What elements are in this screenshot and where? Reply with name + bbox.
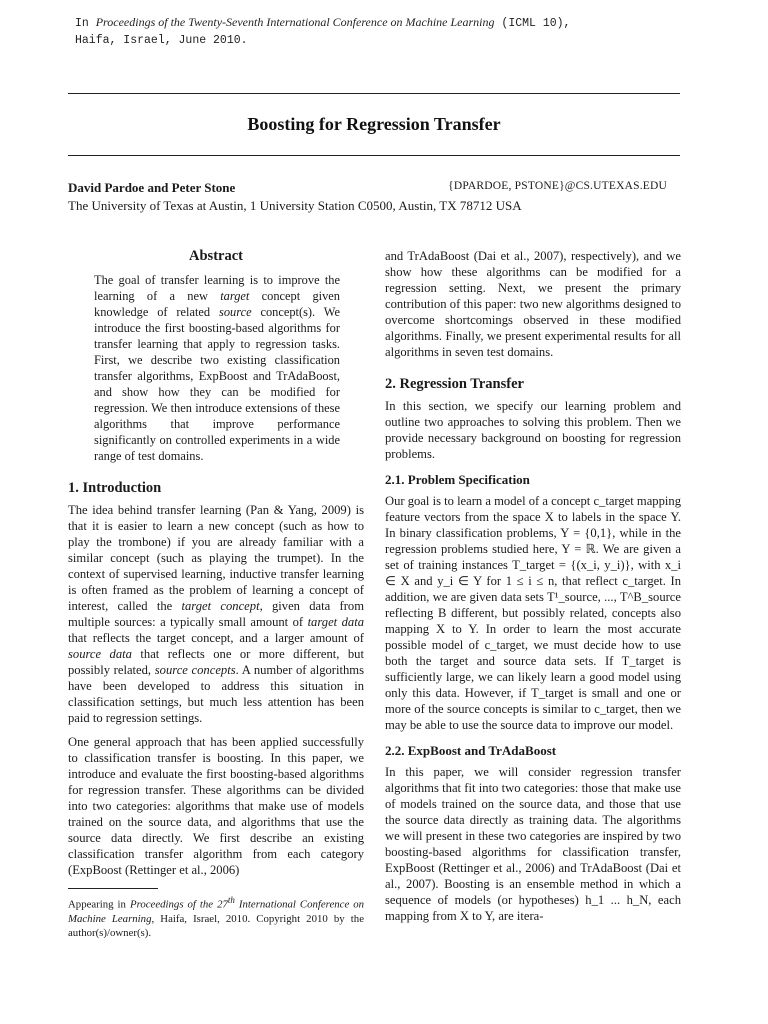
abstract-text-b: concept given knowledge of related (94, 289, 340, 319)
citation-line2: Haifa, Israel, June 2010. (75, 34, 248, 47)
title-rule-bottom (68, 155, 680, 156)
intro-p1-d: that reflects one or more different, but possibly related, (68, 647, 364, 677)
venue-citation (75, 14, 715, 49)
subsection-2-1-paragraph: Our goal is to learn a model of a concept c_target mapping feature vectors from the space X to labels in the space Y. In binary classification problems, Y = {0,1}, while in the regression problems studied here, Y = ℝ. We are given a set of training instances T_target = {(x_i, y_i)}, with x_i ∈ X and y_i ∈ Y for 1 ≤ i ≤ n, that reflect c_target. In addition, we are given data sets T¹_source, ..., T^B_source reflecting B different, but possibly related, concepts also mapping X to Y. In order to learn the most accurate possible model of c_target, we must decide how to use both the target and source data sets. If T_target is sufficiently large, we can likely learn a good model using only this data. However, if T_target is small and one or more of the source concepts is similar to c_target, then we may be able to use the source data to improve our model. (385, 494, 681, 732)
intro-em-source-concepts: source concepts (154, 663, 236, 677)
intro-p1-b: , given data from multiple sources: a typically small amount of (68, 599, 364, 629)
intro-em-source-data: source data (68, 647, 132, 661)
left-column (68, 248, 364, 940)
citation-venue: Proceedings of the Twenty-Seventh International Conference on Machine Learning (95, 15, 495, 29)
title-rule-top (68, 93, 680, 94)
footnote-d: , Haifa, Israel, 2010. Copyright 2010 by the author(s)/owner(s). (68, 912, 364, 939)
author-names: David Pardoe and Peter Stone (68, 180, 236, 195)
abstract-text-a: The goal of transfer learning is to improve the learning of a new (94, 273, 340, 303)
citation-suffix: (ICML 10), (501, 17, 571, 30)
footnote (68, 893, 364, 940)
abstract-em-source: source (219, 305, 252, 319)
footnote-c: International Conference on Machine Learning (68, 898, 365, 925)
abstract-heading: Abstract (189, 248, 243, 264)
footnote-a: Appearing in (68, 898, 126, 911)
subsection-2-2-paragraph: In this paper, we will consider regression transfer algorithms that fit into two categories: those that make use of models trained on the source data, and those that use the source data directly as training data. The algorithms we will present in these two categories are inspired by two boosting-based algorithms for classification transfer, ExpBoost (Rettinger et al., 2006) and TrAdaBoost (Dai et al., 2007). Boosting is an ensemble method in which a sequence of models (or hypotheses) h_1 ... h_N, each mapping from X to Y, are itera- (385, 765, 681, 923)
subsection-2-1-heading: 2.1. Problem Specification (385, 472, 530, 487)
abstract-em-target: target (220, 289, 250, 303)
intro-em-target-data: target data (307, 615, 365, 629)
intro-em-target-concept: target concept (181, 599, 260, 613)
intro-p1-a: The idea behind transfer learning (Pan & Yang, 2009) is that it is easier to learn a new concept (such as how to play the trombone) if you are already familiar with a similar concept (such as playing the trumpet). In the context of supervised learning, inductive transfer learning is often framed as the problem of learning a concept of interest, called the (68, 503, 364, 613)
abstract-text-c: concept(s). We introduce the first boosting-based algorithms for transfer learning that apply to regression tasks. First, we describe two existing classification transfer algorithms, ExpBoost and TrAdaBoost, and show how they can be modified for regression. We then introduce extensions of these algorithms that improve performance significantly on controlled experiments in a wide range of test domains. (94, 305, 340, 463)
section-2-heading: 2. Regression Transfer (385, 376, 524, 392)
section-2-paragraph: In this section, we specify our learning problem and outline two approaches to solving this problem. Then we provide necessary background on boosting for regression problems. (385, 399, 681, 461)
paper-title: Boosting for Regression Transfer (247, 114, 501, 134)
subsection-2-2-heading: 2.2. ExpBoost and TrAdaBoost (385, 743, 557, 758)
right-paragraph-0: and TrAdaBoost (Dai et al., 2007), respectively), and we show how these algorithms can be modified for a regression setting. Next, we present the primary contribution of this paper: two new algorithms designed to overcome shortcomings observed in these modified algorithms. Finally, we present experimental results for all algorithms in seven test domains. (385, 249, 681, 359)
footnote-sup: th (227, 895, 235, 905)
section-1-heading: 1. Introduction (68, 480, 162, 496)
footnote-b: Proceedings of the 27 (129, 898, 228, 911)
intro-paragraph-2: One general approach that has been applied successfully to classification transfer is boosting. In this paper, we introduce and evaluate the first boosting-based algorithms for regression transfer. These algorithms can be divided into two categories: algorithms that make use of models trained on the source data, and algorithms that use the source data directly. We first describe an existing classification transfer algorithm from each category (ExpBoost (Rettinger et al., 2006) (68, 735, 364, 877)
abstract-text (94, 272, 340, 464)
intro-p1-c: that reflects the target concept, and a larger amount of (68, 631, 364, 645)
author-email: {DPARDOE, PSTONE}@CS.UTEXAS.EDU (448, 180, 667, 192)
intro-p1-e: . A number of algorithms have been developed to address this situation in classification settings, but much less attention has been paid to regression settings. (68, 663, 364, 725)
intro-paragraph-1 (68, 502, 364, 726)
citation-prefix: In (75, 17, 89, 30)
right-column (385, 248, 681, 932)
footnote-rule (68, 888, 158, 889)
author-affiliation: The University of Texas at Austin, 1 University Station C0500, Austin, TX 78712 USA (68, 198, 522, 213)
